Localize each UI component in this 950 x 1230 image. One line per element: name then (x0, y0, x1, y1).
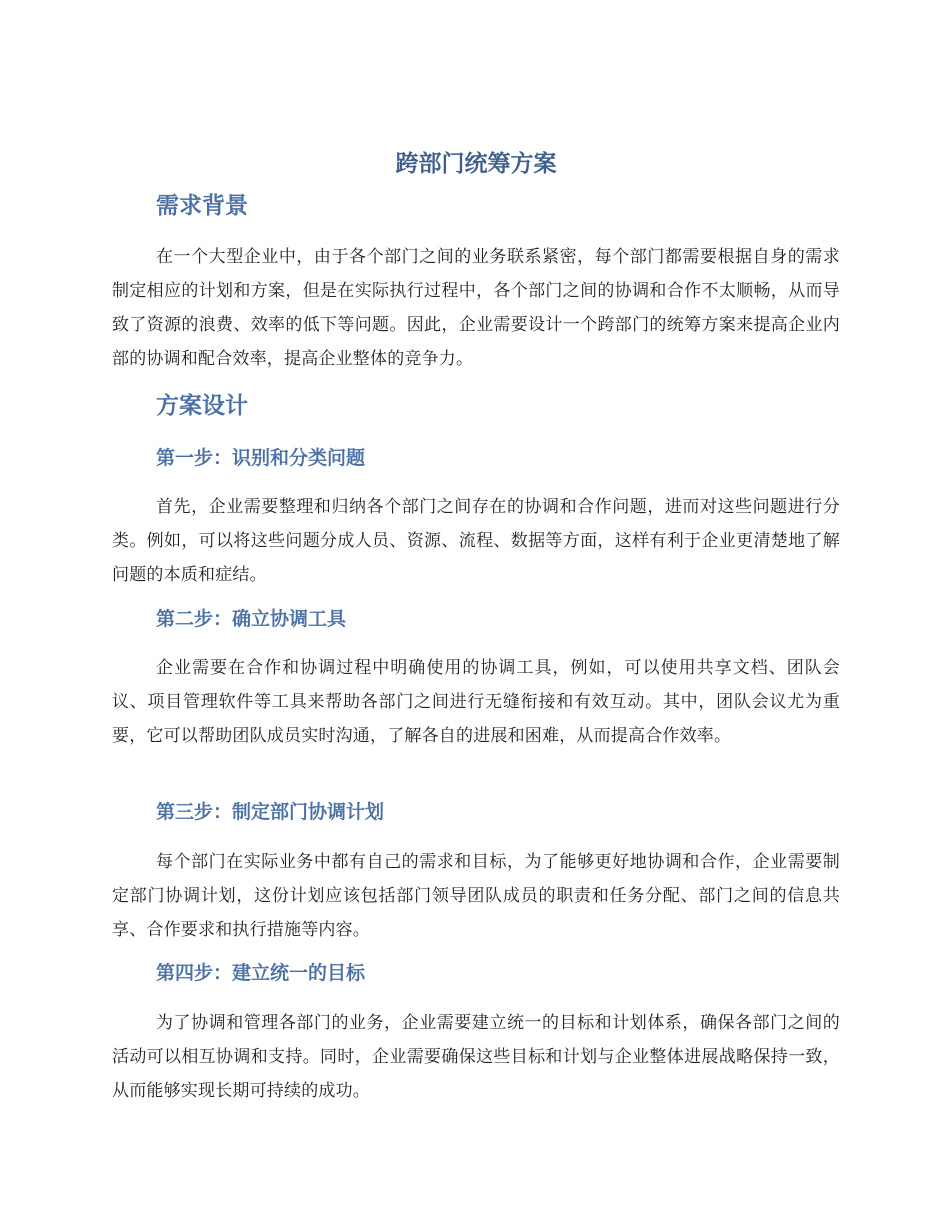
step-paragraph-4: 为了协调和管理各部门的业务，企业需要建立统一的目标和计划体系，确保各部门之间的活动可以相互协调和支持。同时，企业需要确保这些目标和计划与企业整体进展战略保持一致，从而能够实现长期可持续的成功。 (112, 1013, 840, 1101)
step-heading-3: 第三步：制定部门协调计划 (156, 801, 385, 823)
section-paragraph-background: 在一个大型企业中，由于各个部门之间的业务联系紧密，每个部门都需要根据自身的需求制定相应的计划和方案，但是在实际执行过程中，各个部门之间的协调和合作不太顺畅，从而导致了资源的浪费、效率的低下等问题。因此，企业需要设计一个跨部门的统筹方案来提高企业内部的协调和配合效率，提高企业整体的竞争力。 (112, 247, 840, 369)
section-heading-background: 需求背景 (156, 193, 248, 219)
step-heading-2: 第二步：确立协调工具 (156, 608, 347, 630)
step-paragraph-2: 企业需要在合作和协调过程中明确使用的协调工具，例如，可以使用共享文档、团队会议、项目管理软件等工具来帮助各部门之间进行无缝衔接和有效互动。其中，团队会议尤为重要，它可以帮助团队成员实时沟通，了解各自的进展和困难，从而提高合作效率。 (112, 658, 840, 746)
document-title: 跨部门统筹方案 (395, 151, 557, 177)
step-heading-4: 第四步：建立统一的目标 (156, 962, 366, 984)
step-paragraph-1: 首先，企业需要整理和归纳各个部门之间存在的协调和合作问题，进而对这些问题进行分类。例如，可以将这些问题分成人员、资源、流程、数据等方面，这样有利于企业更清楚地了解问题的本质和症结。 (112, 497, 840, 585)
step-heading-1: 第一步：识别和分类问题 (156, 447, 366, 469)
section-heading-design: 方案设计 (156, 393, 248, 419)
step-paragraph-3: 每个部门在实际业务中都有自己的需求和目标，为了能够更好地协调和合作，企业需要制定部门协调计划，这份计划应该包括部门领导团队成员的职责和任务分配、部门之间的信息共享、合作要求和执行措施等内容。 (112, 852, 840, 940)
